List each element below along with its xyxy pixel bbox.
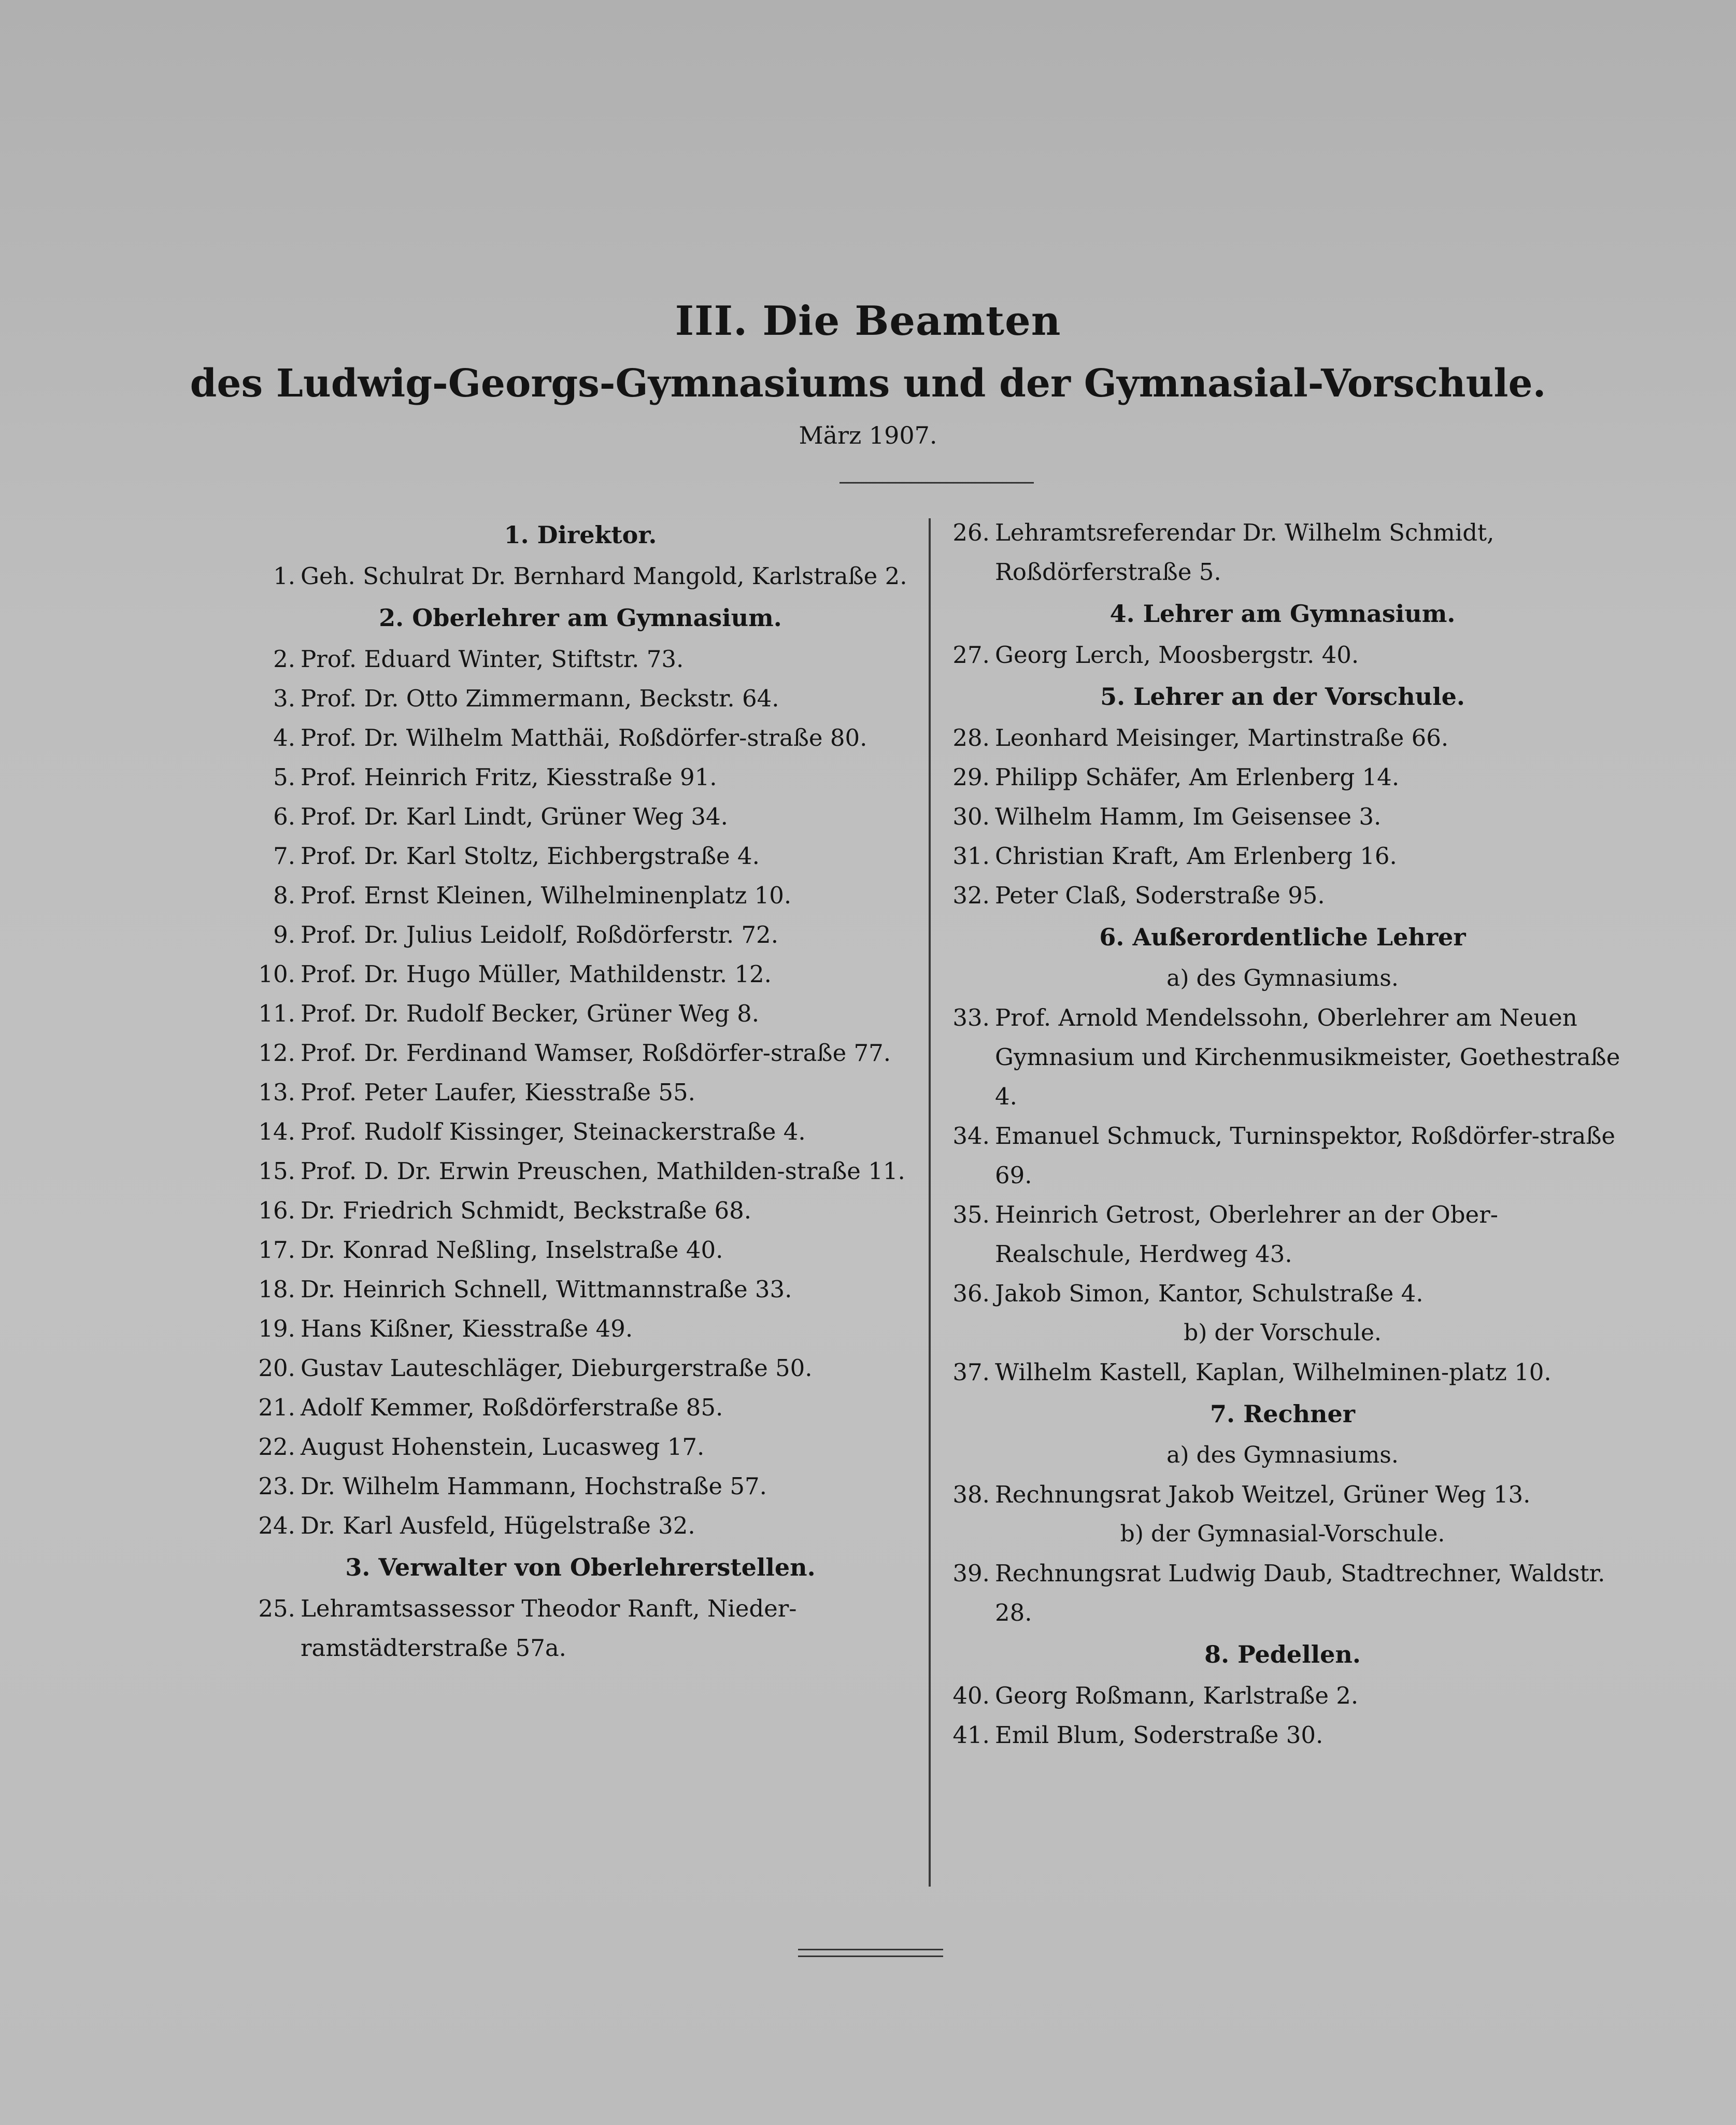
entry-number: 21. — [258, 1394, 295, 1421]
section-heading: 6. Außerordentliche Lehrer — [1099, 923, 1466, 951]
right-column — [943, 513, 1622, 1755]
sub-heading: a) des Gymnasiums. — [1166, 965, 1399, 991]
entry-number: 34. — [952, 1122, 990, 1150]
entry-number: 19. — [258, 1315, 295, 1342]
entry-text: Rechnungsrat Ludwig Daub, Stadtrechner, Waldstr. 28. — [995, 1560, 1605, 1626]
list-entry — [943, 1116, 1622, 1195]
entry-text: Prof. Eduard Winter, Stiftstr. 73. — [301, 645, 684, 673]
entry-number: 15. — [258, 1157, 295, 1185]
list-entry — [943, 1676, 1622, 1716]
entry-text: Dr. Karl Ausfeld, Hügelstraße 32. — [301, 1512, 695, 1539]
entry-number: 11. — [258, 1000, 295, 1027]
date-line: März 1907. — [799, 421, 937, 449]
entry-number: 14. — [258, 1118, 295, 1145]
entry-number: 23. — [258, 1472, 295, 1500]
section-heading: 1. Direktor. — [504, 521, 657, 549]
entry-number: 10. — [258, 960, 295, 988]
list-entry — [249, 1191, 912, 1230]
entry-number: 8. — [273, 882, 295, 909]
section-heading: 3. Verwalter von Oberlehrerstellen. — [345, 1553, 816, 1581]
list-entry — [249, 797, 912, 837]
entry-text: Philipp Schäfer, Am Erlenberg 14. — [995, 763, 1400, 791]
entry-text: Heinrich Getrost, Oberlehrer an der Ober-Realschule, Herdweg 43. — [995, 1201, 1498, 1268]
entry-text: Dr. Friedrich Schmidt, Beckstraße 68. — [301, 1197, 752, 1224]
entry-number: 1. — [273, 562, 295, 590]
list-entry — [249, 679, 912, 718]
document-header — [0, 290, 1736, 456]
list-entry — [249, 557, 912, 596]
entry-text: Prof. Dr. Julius Leidolf, Roßdörferstr. 72. — [301, 921, 778, 948]
entry-number: 31. — [952, 842, 990, 870]
list-entry — [249, 640, 912, 679]
entry-number: 9. — [273, 921, 295, 948]
entry-text: Lehramtsassessor Theodor Ranft, Nieder-ramstädterstraße 57a. — [301, 1595, 797, 1662]
list-entry — [943, 1353, 1622, 1392]
entry-number: 33. — [952, 1004, 990, 1031]
list-entry — [249, 718, 912, 758]
list-entry — [249, 837, 912, 876]
entry-text: Dr. Konrad Neßling, Inselstraße 40. — [301, 1236, 723, 1264]
entry-text: Prof. Heinrich Fritz, Kiesstraße 91. — [301, 763, 717, 791]
footer-rule — [798, 1949, 943, 1957]
list-entry — [943, 998, 1622, 1116]
section-heading: 2. Oberlehrer am Gymnasium. — [379, 604, 782, 632]
column-divider — [929, 518, 931, 1887]
entry-number: 3. — [273, 685, 295, 712]
entry-number: 32. — [952, 882, 990, 909]
entry-number: 29. — [952, 763, 990, 791]
entry-text: Georg Lerch, Moosbergstr. 40. — [995, 641, 1359, 669]
list-entry — [249, 915, 912, 955]
section-heading: 5. Lehrer an der Vorschule. — [1100, 683, 1465, 711]
list-entry — [249, 1309, 912, 1349]
entry-text: Prof. D. Dr. Erwin Preuschen, Mathilden-straße 11. — [301, 1157, 905, 1185]
entry-text: Gustav Lauteschläger, Dieburgerstraße 50. — [301, 1354, 813, 1382]
list-entry — [249, 1073, 912, 1112]
entry-text: Prof. Dr. Karl Lindt, Grüner Weg 34. — [301, 803, 728, 830]
list-entry — [249, 1349, 912, 1388]
entry-text: Leonhard Meisinger, Martinstraße 66. — [995, 724, 1449, 752]
entry-number: 27. — [952, 641, 990, 669]
entry-text: Geh. Schulrat Dr. Bernhard Mangold, Karlstraße 2. — [301, 562, 907, 590]
entry-text: Prof. Peter Laufer, Kiesstraße 55. — [301, 1079, 695, 1106]
entry-text: Prof. Rudolf Kissinger, Steinackerstraße 4. — [301, 1118, 806, 1145]
entry-number: 7. — [273, 842, 295, 870]
entry-number: 13. — [258, 1079, 295, 1106]
entry-text: Christian Kraft, Am Erlenberg 16. — [995, 842, 1397, 870]
entry-number: 12. — [258, 1039, 295, 1067]
entry-number: 24. — [258, 1512, 295, 1539]
entry-number: 16. — [258, 1197, 295, 1224]
entry-number: 2. — [273, 645, 295, 673]
list-entry — [249, 1467, 912, 1506]
section-heading: 8. Pedellen. — [1204, 1640, 1361, 1668]
list-entry — [249, 1589, 912, 1668]
list-entry — [943, 758, 1622, 797]
list-entry — [249, 1230, 912, 1270]
sub-heading: b) der Gymnasial-Vorschule. — [1120, 1521, 1445, 1547]
entry-text: Rechnungsrat Jakob Weitzel, Grüner Weg 13. — [995, 1481, 1531, 1508]
list-entry — [943, 513, 1622, 592]
entry-text: Lehramtsreferendar Dr. Wilhelm Schmidt, Roßdörferstraße 5. — [995, 519, 1495, 586]
list-entry — [943, 1195, 1622, 1274]
list-entry — [943, 837, 1622, 876]
entry-number: 30. — [952, 803, 990, 830]
entry-text: Jakob Simon, Kantor, Schulstraße 4. — [995, 1280, 1424, 1307]
entry-text: Dr. Heinrich Schnell, Wittmannstraße 33. — [301, 1276, 792, 1303]
list-entry — [943, 1554, 1622, 1633]
entry-number: 25. — [258, 1595, 295, 1622]
list-entry — [943, 1274, 1622, 1313]
entry-text: Prof. Arnold Mendelssohn, Oberlehrer am Neuen Gymnasium und Kirchenmusikmeister, Goethestraße 4. — [995, 1004, 1620, 1110]
entry-text: Peter Claß, Soderstraße 95. — [995, 882, 1325, 909]
list-entry — [249, 1033, 912, 1073]
list-entry — [943, 635, 1622, 675]
list-entry — [249, 994, 912, 1033]
entry-number: 20. — [258, 1354, 295, 1382]
list-entry — [249, 1506, 912, 1546]
entry-number: 35. — [952, 1201, 990, 1228]
list-entry — [249, 758, 912, 797]
entry-text: Hans Kißner, Kiesstraße 49. — [301, 1315, 633, 1342]
entry-number: 26. — [952, 519, 990, 546]
entry-text: Prof. Dr. Wilhelm Matthäi, Roßdörfer-straße 80. — [301, 724, 867, 752]
section-subtitle: des Ludwig-Georgs-Gymnasiums und der Gymnasial-Vorschule. — [190, 361, 1546, 406]
list-entry — [249, 1427, 912, 1467]
entry-number: 5. — [273, 763, 295, 791]
entry-text: Prof. Dr. Karl Stoltz, Eichbergstraße 4. — [301, 842, 760, 870]
entry-text: Emanuel Schmuck, Turninspektor, Roßdörfer-straße 69. — [995, 1122, 1616, 1189]
entry-text: Wilhelm Hamm, Im Geisensee 3. — [995, 803, 1382, 830]
entry-text: Dr. Wilhelm Hammann, Hochstraße 57. — [301, 1472, 767, 1500]
entry-text: Georg Roßmann, Karlstraße 2. — [995, 1682, 1359, 1709]
sub-heading: a) des Gymnasiums. — [1166, 1442, 1399, 1468]
entry-text: August Hohenstein, Lucasweg 17. — [301, 1433, 705, 1461]
entry-text: Adolf Kemmer, Roßdörferstraße 85. — [301, 1394, 723, 1421]
entry-text: Emil Blum, Soderstraße 30. — [995, 1721, 1324, 1749]
list-entry — [249, 1112, 912, 1152]
left-column — [249, 513, 912, 1668]
entry-text: Prof. Dr. Hugo Müller, Mathildenstr. 12. — [301, 960, 772, 988]
entry-number: 6. — [273, 803, 295, 830]
entry-number: 37. — [952, 1358, 990, 1386]
list-entry — [249, 1270, 912, 1309]
list-entry — [943, 1475, 1622, 1514]
entry-number: 39. — [952, 1560, 990, 1587]
list-entry — [249, 1152, 912, 1191]
entry-number: 36. — [952, 1280, 990, 1307]
entry-number: 41. — [952, 1721, 990, 1749]
list-entry — [943, 797, 1622, 837]
section-heading: 4. Lehrer am Gymnasium. — [1109, 600, 1456, 628]
entry-number: 22. — [258, 1433, 295, 1461]
list-entry — [943, 876, 1622, 915]
entry-text: Prof. Dr. Ferdinand Wamser, Roßdörfer-straße 77. — [301, 1039, 891, 1067]
entry-text: Prof. Dr. Rudolf Becker, Grüner Weg 8. — [301, 1000, 760, 1027]
entry-number: 28. — [952, 724, 990, 752]
entry-number: 18. — [258, 1276, 295, 1303]
entry-number: 38. — [952, 1481, 990, 1508]
header-divider — [839, 482, 1034, 484]
entry-number: 17. — [258, 1236, 295, 1264]
sub-heading: b) der Vorschule. — [1184, 1320, 1382, 1346]
entry-number: 40. — [952, 1682, 990, 1709]
section-title: III. Die Beamten — [675, 298, 1061, 345]
list-entry — [249, 955, 912, 994]
list-entry — [249, 1388, 912, 1427]
section-heading: 7. Rechner — [1210, 1400, 1355, 1428]
entry-number: 4. — [273, 724, 295, 752]
list-entry — [943, 718, 1622, 758]
entry-text: Prof. Dr. Otto Zimmermann, Beckstr. 64. — [301, 685, 779, 712]
list-entry — [249, 876, 912, 915]
entry-text: Wilhelm Kastell, Kaplan, Wilhelminen-platz 10. — [995, 1358, 1552, 1386]
list-entry — [943, 1716, 1622, 1755]
entry-text: Prof. Ernst Kleinen, Wilhelminenplatz 10. — [301, 882, 792, 909]
